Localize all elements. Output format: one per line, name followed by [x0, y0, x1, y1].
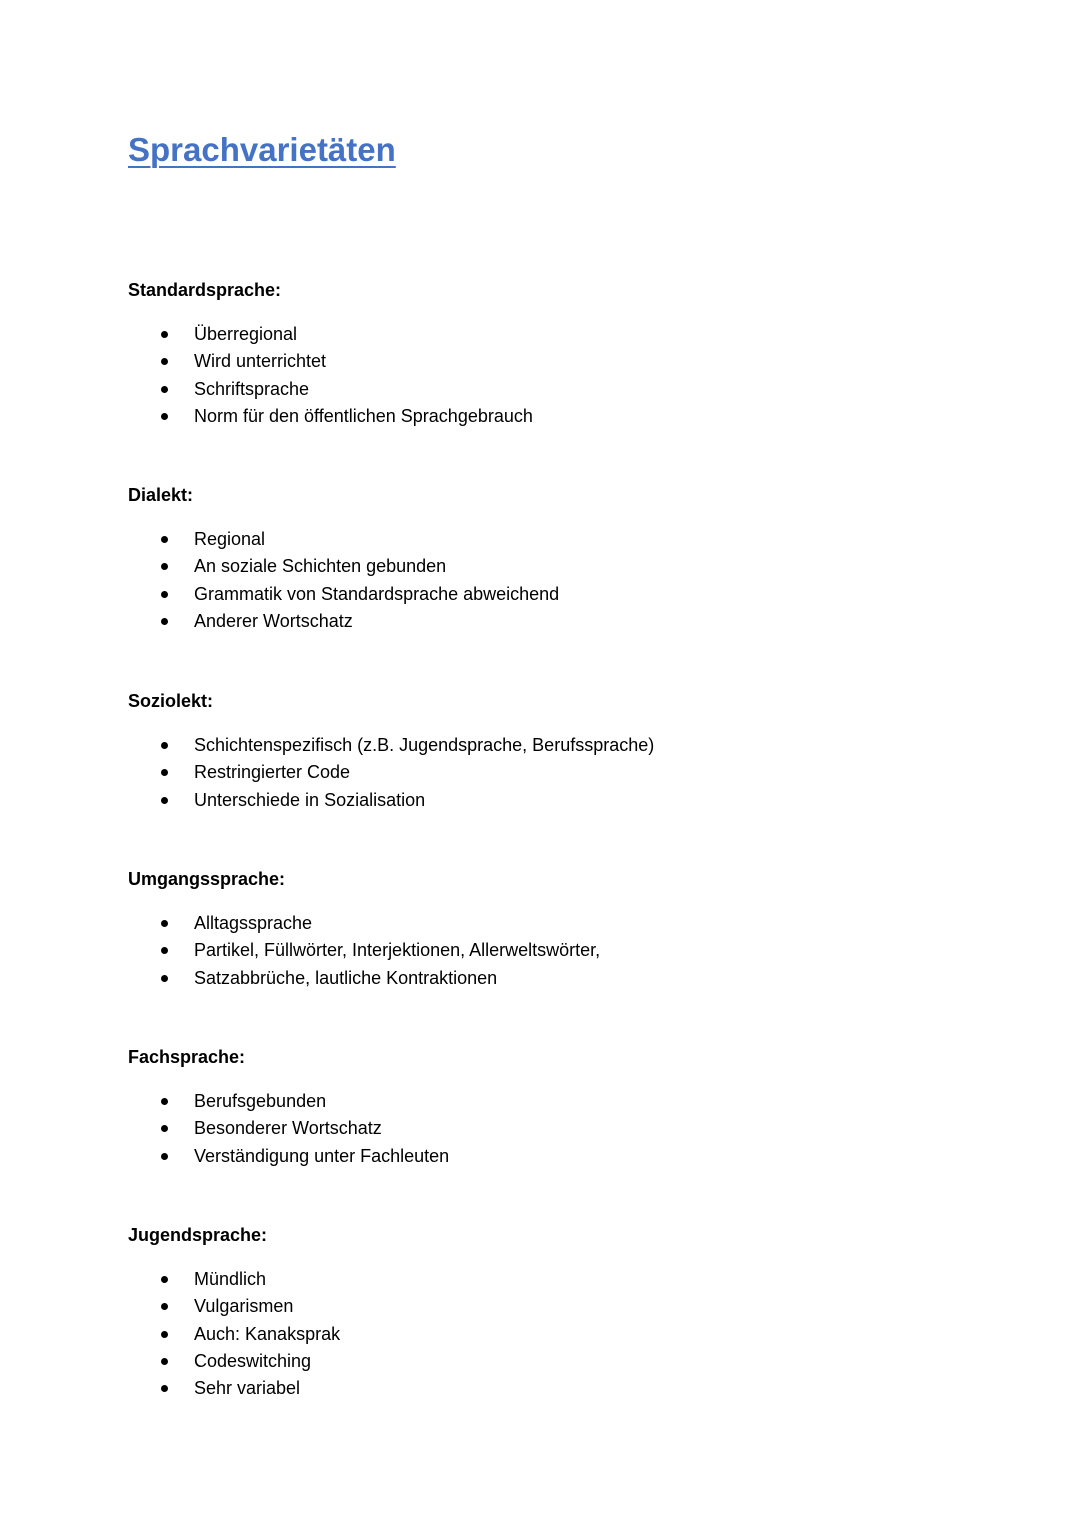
list-item [128, 937, 988, 964]
bullet-icon [161, 975, 168, 982]
bullet-icon [161, 1276, 168, 1283]
bullet-icon [161, 742, 168, 749]
list-item-text: Wird unterrichtet [194, 351, 327, 372]
list-item-text: Satzabbrüche, lautliche Kontraktionen [194, 967, 498, 988]
bullet-icon [161, 413, 168, 420]
list-item-text: Berufsgebunden [194, 1091, 327, 1111]
list-item [128, 732, 988, 759]
section-heading: Jugendsprache: [128, 1225, 268, 1245]
list-item-text: An soziale Schichten gebunden [194, 556, 447, 577]
list-item-text: Anderer Wortschatz [194, 610, 353, 631]
page-title: Sprachvarietäten [128, 131, 396, 168]
list-item-text: Schriftsprache [194, 378, 310, 399]
section-umgangssprache [128, 868, 988, 992]
list-item-text: Partikel, Füllwörter, Interjektionen, Allerweltswörter, [194, 940, 601, 961]
list-item [128, 965, 988, 992]
bullet-icon [161, 797, 168, 804]
bullet-icon [161, 563, 168, 570]
bullet-list [128, 1088, 988, 1170]
list-item-text: Verständigung unter Fachleuten [194, 1145, 450, 1166]
list-item-text: Auch: Kanaksprak [194, 1323, 341, 1344]
list-item-text: Besonderer Wortschatz [194, 1118, 382, 1139]
section-soziolekt [128, 690, 988, 814]
list-item-text: Sehr variabel [194, 1378, 301, 1399]
bullet-icon [161, 386, 168, 393]
section-heading: Umgangssprache: [128, 869, 286, 889]
bullet-list [128, 732, 988, 814]
list-item-text: Schichtenspezifisch (z.B. Jugendsprache, Berufssprache) [194, 735, 655, 755]
list-item [128, 759, 988, 786]
bullet-icon [161, 947, 168, 954]
list-item-text: Restringierter Code [194, 762, 351, 783]
section-heading: Standardsprache: [128, 280, 282, 300]
list-item [128, 910, 988, 937]
list-item [128, 348, 988, 375]
bullet-icon [161, 1303, 168, 1310]
section-jugendsprache [128, 1224, 988, 1402]
list-item [128, 403, 988, 430]
section-heading: Dialekt: [128, 485, 194, 505]
bullet-icon [161, 536, 168, 543]
list-item-text: Vulgarismen [194, 1296, 294, 1317]
list-item [128, 1115, 988, 1142]
section-heading: Soziolekt: [128, 691, 214, 711]
bullet-list [128, 526, 988, 635]
bullet-icon [161, 1098, 168, 1105]
list-item [128, 1375, 988, 1402]
list-item [128, 1266, 988, 1293]
bullet-icon [161, 920, 168, 927]
bullet-list [128, 1266, 988, 1402]
bullet-icon [161, 1125, 168, 1132]
section-standardsprache [128, 279, 988, 430]
list-item [128, 608, 988, 635]
bullet-icon [161, 1385, 168, 1392]
list-item [128, 787, 988, 814]
section-fachsprache [128, 1046, 988, 1170]
bullet-list [128, 910, 988, 992]
list-item [128, 1293, 988, 1320]
section-dialekt [128, 484, 988, 635]
bullet-list [128, 321, 988, 430]
list-item-text: Unterschiede in Sozialisation [194, 789, 426, 810]
bullet-icon [161, 358, 168, 365]
bullet-icon [161, 1358, 168, 1365]
list-item-text: Alltagssprache [194, 913, 313, 933]
list-item [128, 553, 988, 580]
list-item [128, 1348, 988, 1375]
list-item [128, 1143, 988, 1170]
list-item [128, 376, 988, 403]
bullet-icon [161, 331, 168, 338]
list-item [128, 1321, 988, 1348]
list-item-text: Mündlich [194, 1269, 267, 1289]
list-item [128, 581, 988, 608]
list-item-text: Codeswitching [194, 1350, 312, 1371]
list-item [128, 526, 988, 553]
section-heading: Fachsprache: [128, 1047, 246, 1067]
bullet-icon [161, 618, 168, 625]
bullet-icon [161, 1153, 168, 1160]
bullet-icon [161, 1331, 168, 1338]
list-item-text: Überregional [194, 324, 298, 344]
list-item [128, 1088, 988, 1115]
bullet-icon [161, 591, 168, 598]
list-item [128, 321, 988, 348]
list-item-text: Grammatik von Standardsprache abweichend [194, 583, 560, 604]
list-item-text: Regional [194, 529, 266, 549]
list-item-text: Norm für den öffentlichen Sprachgebrauch [194, 405, 533, 426]
bullet-icon [161, 769, 168, 776]
